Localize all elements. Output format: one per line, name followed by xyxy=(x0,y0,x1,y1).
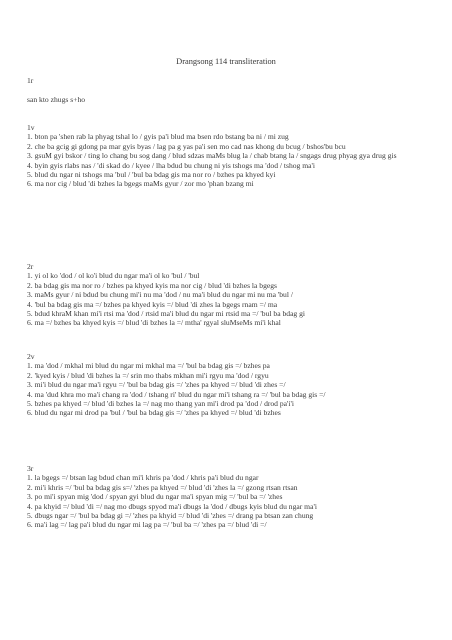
text-line: 5. dbugs ngar =/ 'bul ba bdag gi =/ 'zhes pa khyid =/ blud 'di 'zhes =/ drang pa btsan zan chung xyxy=(27,511,314,521)
text-line: 3. gsuM gyi bskor / ting lo chang bu sog dang / blud sdzas maMs blug la / chab btang la / sngags drug phyag gya drug gis xyxy=(27,151,397,161)
text-line: 1. bton pa 'shen rab la phyag tshal lo / gyis pa'i blud ma bsen rdo bstang ba ni / mi zug xyxy=(27,132,289,142)
section-1r xyxy=(27,76,427,104)
section-2v xyxy=(27,352,427,418)
text-line: 4. byin gyis rlabs nas / 'di skad do / kyee / lha bdud bu chung ni yis tshogs ma 'dod / tshog ma'i xyxy=(27,160,316,170)
text-line: 6. blud du ngar mi drod pa 'bul / 'bul ba bdag gis =/ 'zhes pa khyed =/ blud 'di bzhes xyxy=(27,408,281,418)
text-line: 3. po mi'i spyan mig 'dod / spyan gyi blud du ngar ma'i spyan mig =/ 'bul ba =/ 'zhes xyxy=(27,492,283,502)
text-line: 6. ma'i lag =/ lag pa'i blud du ngar mi lag pa =/ 'bul ba =/ 'zhes pa =/ blud 'di =/ xyxy=(27,520,267,530)
section-heading: 1v xyxy=(27,123,35,132)
text-line: 2. che ba gcig gi gdong pa mar gyis byas / lag pa g yas pa'i sen mo cad nas khong du bcug / bshos'bu bcu xyxy=(27,141,346,151)
text-line: 1. ma 'dod / mkhal mi blud du ngar mi mkhal ma =/ 'bul ba bdag gis =/ bzhes pa xyxy=(27,361,270,371)
text-line: 1. la bgegs =/ btsan lag bdud chan mi'i khris pa 'dod / khris pa'i blud du ngar xyxy=(27,473,259,483)
text-line: 3. maMs gyur / ni bdud bu chung mi'i nu ma 'dod / nu ma'i blud du ngar mi nu ma 'bul / xyxy=(27,290,293,300)
text-line: 3. mi'i blud du ngar ma'i rgyu =/ 'bul ba bdag gis =/ 'zhes pa khyed =/ blud 'di zhes =/ xyxy=(27,380,286,390)
text-line: 5. bzhes pa khyed =/ blud 'di bzhes la =/ nag mo thang yan mi'i drod pa 'dod / drod pa'i'i xyxy=(27,399,295,409)
text-line: 2. ba bdag gis ma nor ro / bzhes pa khyed kyis ma nor cig / blud 'di bzhes la bgegs xyxy=(27,280,278,290)
text-line: 2. mi'i khris =/ 'bul ba bdag gis s=/ 'zhes pa khyed =/ blud 'di 'zhes la =/ gzong rtsan rtsan xyxy=(27,482,298,492)
section-heading: 3r xyxy=(27,464,34,473)
text-line: 4. pa khyid =/ blud 'di =/ nag mo dbugs spyod ma'i dbugs la 'dod / dbugs kyis blud du ngar ma'i xyxy=(27,501,317,511)
text-line: 5. blud du ngar ni tshogs ma 'bul / 'bul ba bdag gis ma nor ro / bzhes pa khyed kyi xyxy=(27,170,276,180)
text-line: 4. 'bul ba bdag gis ma =/ bzhes pa khyed kyis =/ blud 'di zhes la bgegs rnam =/ ma xyxy=(27,299,278,309)
text-line: 6. ma =/ bzhes ba khyed kyis =/ blud 'di bzhes la =/ mtha' rgyal sluMseMs mi'i khal xyxy=(27,318,281,328)
section-3r xyxy=(27,464,427,530)
text-line: 5. bdud khraM khan mi'i rtsi ma 'dod / rtsid ma'i blud du ngar mi rtsid ma =/ 'bul ba bdag gi xyxy=(27,309,306,319)
text-line: 4. ma 'dud khra mo ma'i chang ra 'dod / tshang ri' blud du ngar mi'i tshang ra =/ 'bul ba bdag gis =/ xyxy=(27,389,326,399)
document-title: Drangsong 114 transliteration xyxy=(176,57,276,66)
section-2r xyxy=(27,262,427,328)
section-heading: 1r xyxy=(27,76,34,85)
text-line: san kto zhugs s+ho xyxy=(27,94,86,104)
text-line: 1. yi ol ko 'dod / ol ko'i blud du ngar ma'i ol ko 'bul / 'bul xyxy=(27,271,200,281)
text-line: 6. ma nor cig / blud 'di bzhes la bgegs maMs gyur / zor mo 'phan bzang mi xyxy=(27,179,254,189)
section-heading: 2v xyxy=(27,352,35,361)
section-1v xyxy=(27,123,427,189)
text-line: 2. 'kyed kyis / blud 'di bzhes la =/ srin mo thabs mkhan mi'i rgyu ma 'dod / rgyu xyxy=(27,370,269,380)
section-heading: 2r xyxy=(27,262,34,271)
